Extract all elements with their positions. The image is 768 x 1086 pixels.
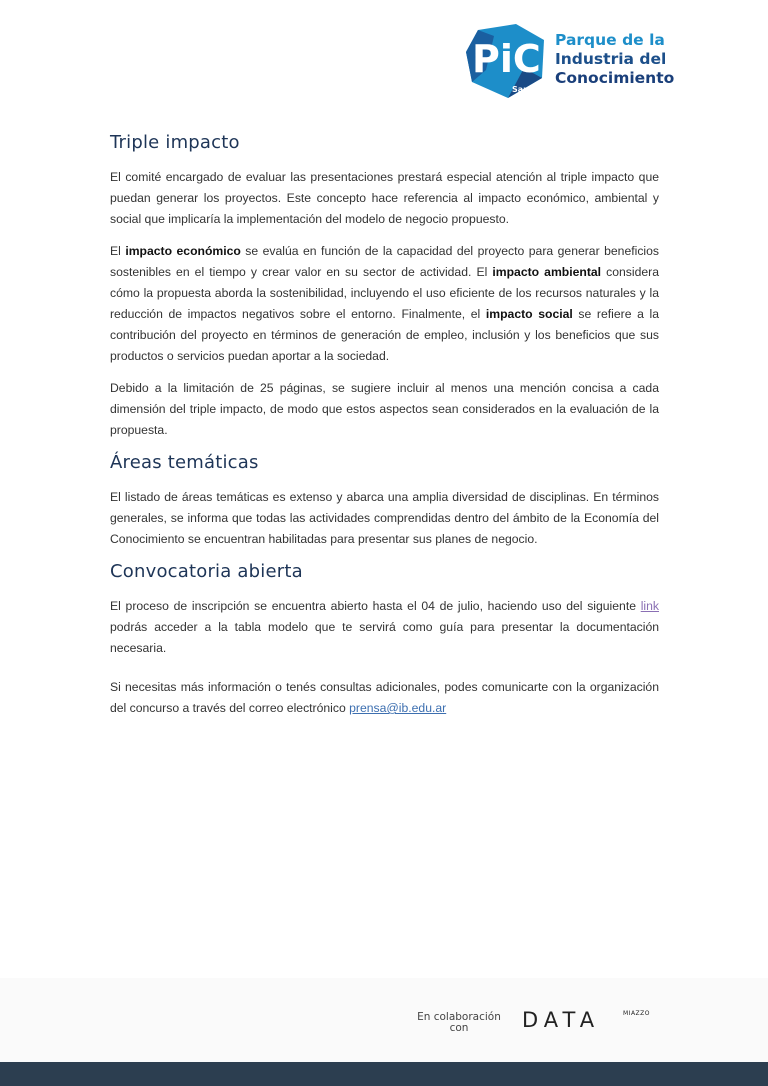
logo-line-1: Parque de la — [555, 31, 665, 49]
text-run: Si necesitas más información o tenés consultas adicionales, podes comunicarte con la organización del concurso a través del correo electrónico — [110, 680, 659, 715]
heading-triple-impacto: Triple impacto — [110, 132, 240, 153]
bold-impacto-economico: impacto económico — [125, 244, 241, 258]
paragraph-triple-1: El comité encargado de evaluar las presentaciones prestará especial atención al triple impacto que puedan generar los proyectos. Este concepto hace referencia al impacto económico, ambiental y social que implicaría la implementación del modelo de negocio propuesto. — [110, 170, 659, 226]
text-run: El — [110, 244, 126, 258]
paragraph-convocatoria-1 — [110, 596, 659, 659]
bold-impacto-social: impacto social — [485, 307, 573, 321]
document-body — [110, 132, 659, 730]
text-run: El proceso de inscripción se encuentra abierto hasta el 04 de julio, haciendo uso del siguiente — [110, 599, 641, 613]
inscription-link[interactable]: link — [640, 599, 659, 613]
pic-logo-wordmark — [555, 31, 674, 88]
footer-band — [0, 978, 768, 1062]
bottom-bar — [0, 1062, 768, 1086]
data-logo-sup: MIAZZO — [623, 1010, 650, 1017]
collab-label — [416, 1012, 502, 1034]
text-run: podrás acceder a la tabla modelo que te servirá como guía para presentar la documentación necesaria. — [110, 620, 659, 655]
heading-convocatoria: Convocatoria abierta — [110, 561, 303, 582]
data-logo-word: DATA — [522, 1008, 601, 1032]
text-run: considera cómo la propuesta aborda la sostenibilidad, incluyendo el uso eficiente de los recursos naturales y la reducción de impactos negativos sobre el entorno. Finalmente, el — [110, 265, 659, 321]
section-areas-tematicas — [110, 452, 659, 550]
text-run: se refiere a la contribución del proyecto en términos de generación de empleo, inclusión y los beneficios que sus productos o servicios puedan aportar a la sociedad. — [110, 307, 659, 363]
data-miazzo-logo — [522, 1008, 650, 1034]
heading-areas-tematicas: Áreas temáticas — [110, 452, 259, 473]
paragraph-convocatoria-2 — [110, 677, 659, 719]
pic-logo-letters: PiC — [472, 37, 541, 81]
section-triple-impacto — [110, 132, 659, 441]
paragraph-triple-2 — [110, 241, 659, 367]
pic-logo — [464, 22, 674, 102]
logo-line-2: Industria del — [555, 50, 667, 68]
paragraph-triple-3: Debido a la limitación de 25 páginas, se sugiere incluir al menos una mención concisa a cada dimensión del triple impacto, de modo que estos aspectos sean considerados en la evaluación de la propuesta. — [110, 381, 659, 437]
bold-impacto-ambiental: impacto ambiental — [492, 265, 602, 279]
collab-line-1: En colaboración — [417, 1011, 501, 1023]
collab-line-2: con — [449, 1022, 469, 1034]
section-convocatoria — [110, 561, 659, 719]
logo-line-3: Conocimiento — [555, 69, 675, 87]
text-run: se evalúa en función de la capacidad del proyecto para generar beneficios sostenibles en el tiempo y crear valor en su sector de actividad. El — [110, 244, 659, 279]
paragraph-areas-1: El listado de áreas temáticas es extenso y abarca una amplia diversidad de disciplinas. En términos generales, se informa que todas las actividades comprendidas dentro del ámbito de la Economía del Conocimiento se encuentran habilitadas para presentar sus planes de negocio. — [110, 490, 659, 546]
pic-logo-mark — [464, 22, 550, 100]
email-link[interactable]: prensa@ib.edu.ar — [349, 701, 447, 715]
pic-logo-sanluis: San Luis — [512, 85, 550, 94]
